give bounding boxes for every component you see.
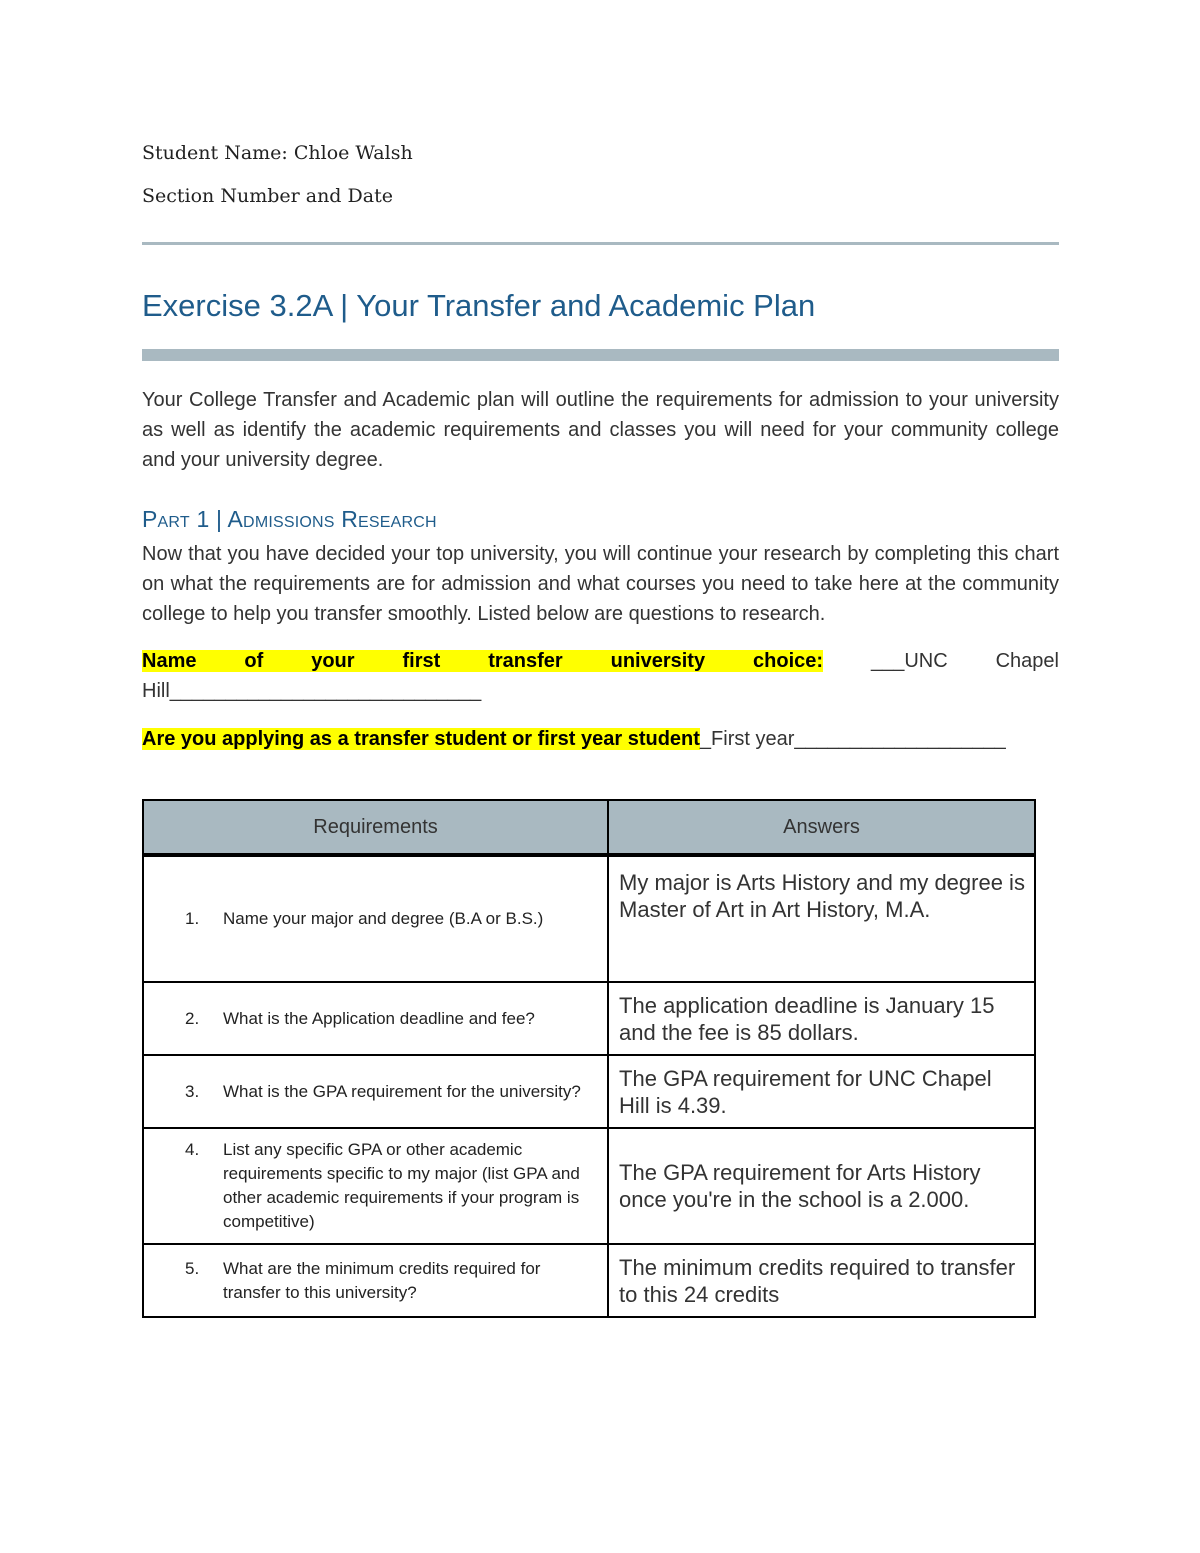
requirement-text: List any specific GPA or other academic requirements specific to my major (list GPA and other academic requirements if your program is competitive) xyxy=(223,1140,580,1231)
intro-paragraph: Your College Transfer and Academic plan will outline the requirements for admission to your university as well as identify the academic requirements and classes you will need for your community college and your university degree. xyxy=(142,389,1059,471)
transfer-university-label: Name of your first transfer university choice: xyxy=(142,650,824,672)
header-divider xyxy=(142,242,1059,245)
requirement-cell xyxy=(143,855,608,982)
table-row xyxy=(143,982,1035,1055)
answers-header: Answers xyxy=(608,800,1035,855)
table-header-row xyxy=(143,800,1035,855)
answer-text: The application deadline is January 15 and the fee is 85 dollars. xyxy=(619,992,995,1045)
requirement-text: Name your major and degree (B.A or B.S.) xyxy=(223,909,544,928)
row-number: 5. xyxy=(185,1258,200,1278)
row-number: 2. xyxy=(185,1008,200,1028)
applicant-type-label: Are you applying as a transfer student or first year student xyxy=(142,728,700,750)
table-row xyxy=(143,1128,1035,1244)
section-date-line: Section Number and Date xyxy=(142,185,393,207)
answer-text: The GPA requirement for UNC Chapel Hill is 4.39. xyxy=(619,1065,992,1118)
answer-text: The minimum credits required to transfer to this 24 credits xyxy=(619,1254,1016,1307)
row-number: 4. xyxy=(185,1140,200,1159)
requirements-header: Requirements xyxy=(143,800,608,855)
row-number: 3. xyxy=(185,1081,200,1101)
answer-cell xyxy=(608,1244,1035,1317)
requirement-cell xyxy=(143,1055,608,1128)
row-number: 1. xyxy=(185,909,200,928)
student-name-line: Student Name: Chloe Walsh xyxy=(142,142,413,164)
applicant-type-question xyxy=(142,724,1059,754)
applicant-type-answer: _First year___________________ xyxy=(699,728,1006,750)
title-divider xyxy=(142,349,1059,361)
answer-text: The GPA requirement for Arts History once you're in the school is a 2.000. xyxy=(619,1160,981,1212)
requirement-text: What are the minimum credits required for transfer to this university? xyxy=(223,1258,541,1302)
requirement-text: What is the Application deadline and fee? xyxy=(223,1008,535,1028)
requirement-cell xyxy=(143,982,608,1055)
page-title: Exercise 3.2A | Your Transfer and Academic Plan xyxy=(142,288,816,323)
requirement-cell xyxy=(143,1128,608,1244)
requirement-text: What is the GPA requirement for the university? xyxy=(223,1081,581,1101)
answer-cell xyxy=(608,982,1035,1055)
answer-cell xyxy=(608,1128,1035,1244)
table-row xyxy=(143,855,1035,982)
part1-heading: Part 1 | Admissions Research xyxy=(142,506,437,532)
table-row xyxy=(143,1244,1035,1317)
transfer-university-question xyxy=(142,646,1059,706)
transfer-university-answer: ___UNC Chapel Hill____________________________ xyxy=(142,650,1059,702)
table-row xyxy=(143,1055,1035,1128)
answer-text: My major is Arts History and my degree is Master of Art in Art History, M.A. xyxy=(619,870,1025,922)
requirement-cell xyxy=(143,1244,608,1317)
answer-cell xyxy=(608,855,1035,982)
answer-cell xyxy=(608,1055,1035,1128)
requirements-table xyxy=(142,799,1036,1318)
part1-paragraph: Now that you have decided your top university, you will continue your research by completing this chart on what the requirements are for admission and what courses you need to take here at the community college to help you transfer smoothly. Listed below are questions to research. xyxy=(142,543,1059,625)
